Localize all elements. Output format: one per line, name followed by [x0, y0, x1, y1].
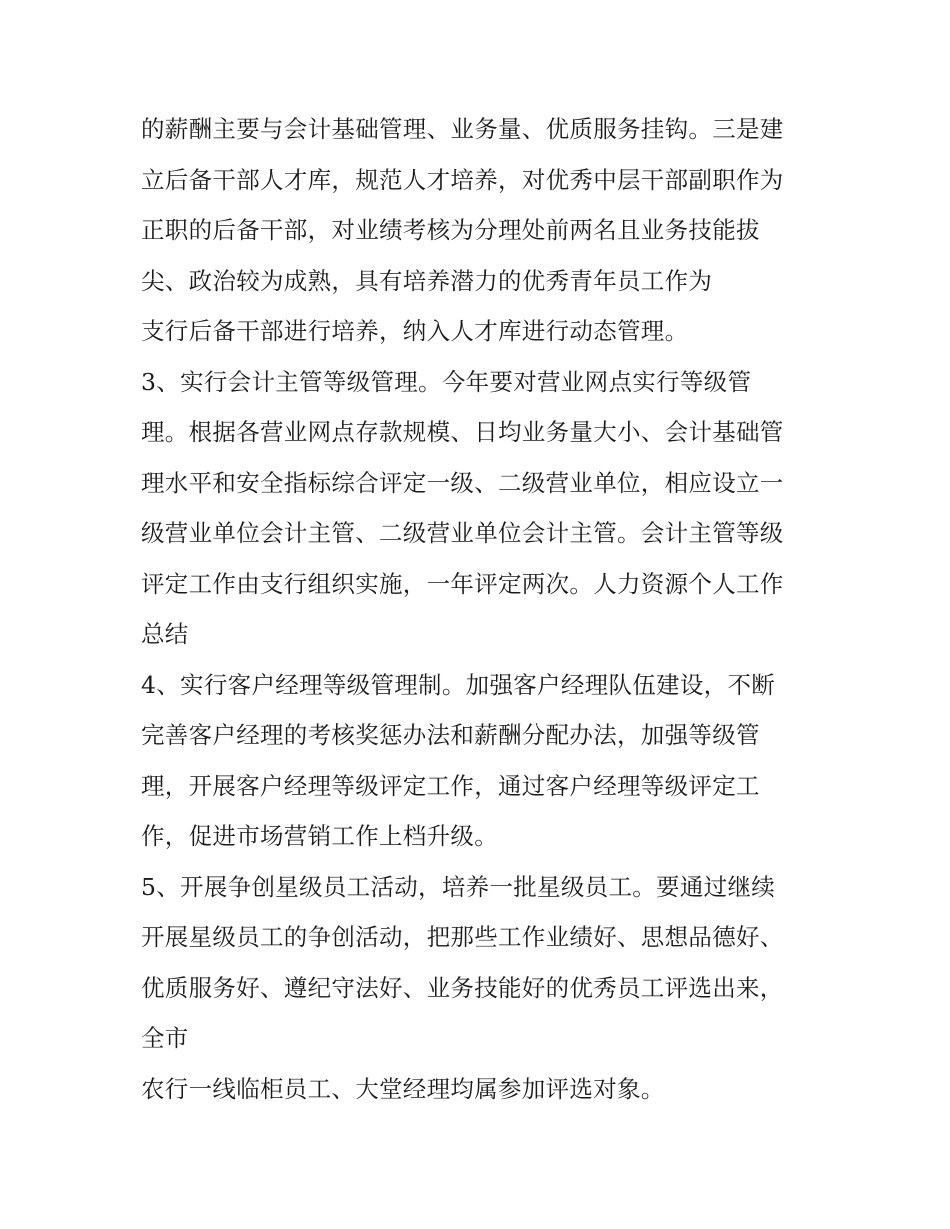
- text-line: 理，开展客户经理等级评定工作，通过客户经理等级评定工: [141, 772, 760, 800]
- text-line: 农行一线临柜员工、大堂经理均属参加评选对象。: [141, 1075, 665, 1103]
- text-line: 全市: [141, 1024, 189, 1052]
- text-line: 的薪酬主要与会计基础管理、业务量、优质服务挂钩。三是建: [141, 115, 784, 143]
- text-line: 级营业单位会计主管、二级营业单位会计主管。会计主管等级: [141, 519, 784, 547]
- text-line: 理水平和安全指标综合评定一级、二级营业单位，相应设立一: [141, 469, 784, 497]
- text-line: 总结: [141, 620, 189, 648]
- text-line: 开展星级员工的争创活动，把那些工作业绩好、思想品德好、: [141, 923, 784, 951]
- text-line: 4、实行客户经理等级管理制。加强客户经理队伍建设，不断: [141, 671, 776, 699]
- text-line: 完善客户经理的考核奖惩办法和薪酬分配办法，加强等级管: [141, 721, 760, 749]
- text-line: 理。根据各营业网点存款规模、日均业务量大小、会计基础管: [141, 418, 784, 446]
- text-line: 正职的后备干部，对业绩考核为分理处前两名且业务技能拔: [141, 216, 760, 244]
- text-line: 支行后备干部进行培养，纳入人才库进行动态管理。: [141, 317, 689, 345]
- text-line: 3、实行会计主管等级管理。今年要对营业网点实行等级管: [141, 368, 752, 396]
- text-line: 立后备干部人才库，规范人才培养，对优秀中层干部副职作为: [141, 166, 784, 194]
- text-line: 作，促进市场营销工作上档升级。: [141, 822, 498, 850]
- text-line: 尖、政治较为成熟，具有培养潜力的优秀青年员工作为: [141, 267, 713, 295]
- text-line: 5、开展争创星级员工活动，培养一批星级员工。要通过继续: [141, 873, 776, 901]
- text-line: 优质服务好、遵纪守法好、业务技能好的优秀员工评选出来，: [141, 974, 784, 1002]
- text-line: 评定工作由支行组织实施，一年评定两次。人力资源个人工作: [141, 570, 784, 598]
